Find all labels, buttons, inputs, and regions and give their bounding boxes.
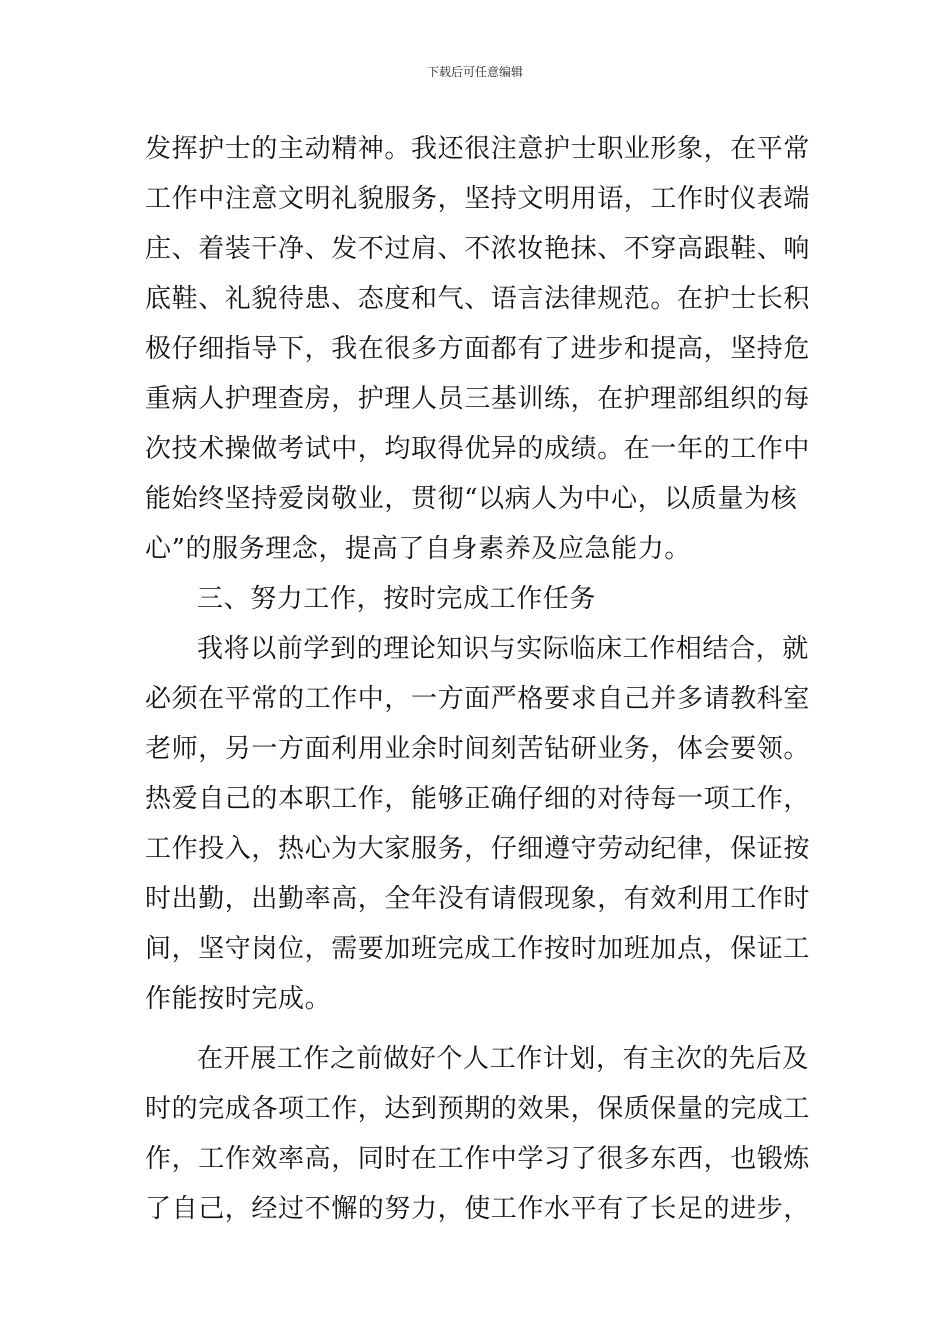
text-line: 心”的服务理念，提高了自身素养及应急能力。 <box>145 534 691 564</box>
text-line: 工作投入，热心为大家服务，仔细遵守劳动纪律，保证按 <box>145 834 811 864</box>
text-line: 能始终坚持爱岗敬业，贯彻“以病人为中心，以质量为核 <box>145 484 798 514</box>
text-line: 工作中注意文明礼貌服务，坚持文明用语，工作时仪表端 <box>145 184 811 214</box>
paragraph-gap <box>145 1024 810 1034</box>
text-line: 热爱自己的本职工作，能够正确仔细的对待每一项工作， <box>145 784 811 814</box>
document-body <box>145 124 810 1234</box>
section-heading: 三、努力工作，按时完成工作任务 <box>197 584 597 614</box>
text-line: 极仔细指导下，我在很多方面都有了进步和提高，坚持危 <box>145 334 811 364</box>
text-line: 重病人护理查房，护理人员三基训练，在护理部组织的每 <box>145 384 811 414</box>
text-line: 庄、着装干净、发不过肩、不浓妆艳抹、不穿高跟鞋、响 <box>145 234 811 264</box>
paragraph-start-line: 我将以前学到的理论知识与实际临床工作相结合，就 <box>197 634 809 664</box>
text-line: 时出勤，出勤率高，全年没有请假现象，有效利用工作时 <box>145 884 811 914</box>
text-line: 了自己，经过不懈的努力，使工作水平有了长足的进步， <box>145 1194 811 1224</box>
text-line: 老师，另一方面利用业余时间刻苦钻研业务，体会要领。 <box>145 734 811 764</box>
text-line: 作能按时完成。 <box>145 984 332 1014</box>
text-line: 时的完成各项工作，达到预期的效果，保质保量的完成工 <box>145 1094 811 1124</box>
text-line: 间，坚守岗位，需要加班完成工作按时加班加点，保证工 <box>145 934 811 964</box>
text-line: 发挥护士的主动精神。我还很注意护士职业形象，在平常 <box>145 134 811 164</box>
text-line: 次技术操做考试中，均取得优异的成绩。在一年的工作中 <box>145 434 811 464</box>
text-line: 必须在平常的工作中，一方面严格要求自己并多请教科室 <box>145 684 811 714</box>
paragraph-start-line: 在开展工作之前做好个人工作计划，有主次的先后及 <box>197 1044 809 1074</box>
text-line: 作，工作效率高，同时在工作中学习了很多东西，也锻炼 <box>145 1144 811 1174</box>
page-header: 下载后可任意编辑 <box>426 65 523 79</box>
text-line: 底鞋、礼貌待患、态度和气、语言法律规范。在护士长积 <box>145 284 811 314</box>
